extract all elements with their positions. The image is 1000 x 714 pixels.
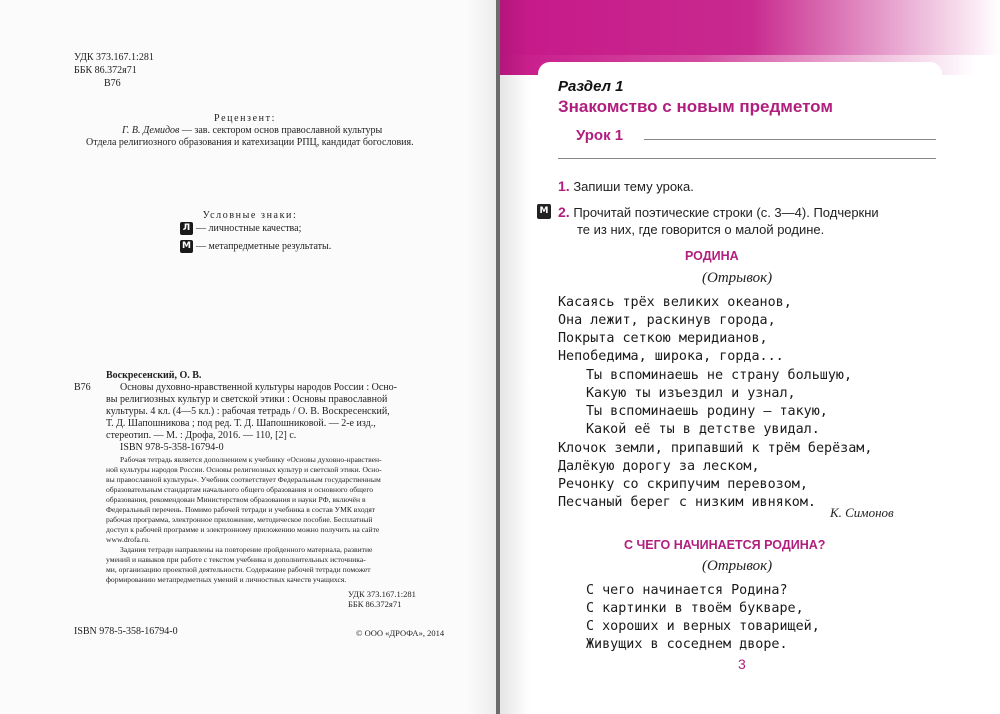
catalog-code: В76 [104, 78, 121, 89]
right-page [500, 0, 1000, 714]
catalog-line-4: Т. Д. Шапошникова ; под ред. Т. Д. Шапошниковой. — 2-е изд., [106, 418, 376, 429]
task-number: 1. [558, 178, 570, 194]
poem-line: Песчаный берег с низким ивняком. [558, 495, 816, 510]
poem-1-excerpt: (Отрывок) [702, 270, 773, 286]
legend-label-personal: — личностные качества; [196, 222, 302, 234]
task-2-line-2: те из них, где говорится о малой родине. [577, 222, 825, 237]
task-number: 2. [558, 204, 570, 220]
reviewer-position: — зав. сектором основ православной культуры [179, 125, 383, 136]
poem-line: Она лежит, раскинув города, [558, 313, 776, 328]
poem-line: Далёкую дорогу за леском, [558, 459, 760, 474]
poem-line: Какой её ты в детстве увидал. [586, 422, 820, 437]
reviewer-line-1 [122, 125, 382, 137]
catalog-code-2: В76 [74, 382, 91, 393]
poem-1-title: РОДИНА [685, 249, 739, 263]
udk-line: УДК 373.167.1:281 [74, 52, 154, 63]
footer-isbn: ISBN 978-5-358-16794-0 [74, 626, 178, 637]
header-band [500, 0, 1000, 55]
poem-line: Касаясь трёх великих океанов, [558, 295, 792, 310]
catalog-author: Воскресенский, О. В. [106, 370, 202, 381]
metasubject-icon: М [537, 204, 551, 219]
section-label: Раздел 1 [558, 78, 624, 95]
bbk-line: ББК 86.372я71 [74, 65, 137, 76]
annotation-line: образования, рекомендован Министерством образования и науки РФ, включён в [106, 495, 366, 504]
poem-line: Ты вспоминаешь не страну большую, [586, 368, 853, 383]
poem-line: Покрыта сеткою меридианов, [558, 331, 768, 346]
left-page [0, 0, 496, 714]
annotation-line: ной культуры народов России. Основы религиозных культур и светской этики. Осно- [106, 465, 382, 474]
legend-item-metasubject [180, 240, 331, 253]
metasubject-icon: М [180, 240, 193, 253]
poem-line: Речонку со скрипучим перевозом, [558, 477, 808, 492]
poem-line: С хороших и верных товарищей, [586, 619, 820, 634]
reviewer-name: Г. В. Демидов [122, 125, 180, 136]
poem-2-title: С ЧЕГО НАЧИНАЕТСЯ РОДИНА? [624, 538, 826, 552]
annotation-line: ми, организацию проектной деятельности. Содержание рабочей тетради поможет [106, 565, 371, 574]
poem-line: Клочок земли, припавший к трём берёзам, [558, 441, 873, 456]
poem-line: С чего начинается Родина? [586, 583, 788, 598]
poem-line: С картинки в твоём букваре, [586, 601, 804, 616]
poem-line: Живущих в соседнем дворе. [586, 637, 788, 652]
reviewer-heading: Рецензент: [214, 113, 276, 124]
catalog-line-3: культуры. 4 кл. (4—5 кл.) : рабочая тетрадь / О. В. Воскресенский, [106, 406, 390, 417]
poem-line: Какую ты изъездил и узнал, [586, 386, 796, 401]
bottom-udk: УДК 373.167.1:281 [348, 589, 416, 599]
poem-2-excerpt: (Отрывок) [702, 558, 773, 574]
annotation-line: Рабочая тетрадь является дополнением к учебнику «Основы духовно-нравствен- [120, 455, 382, 464]
annotation-line: www.drofa.ru. [106, 535, 151, 544]
task-text: Прочитай поэтические строки (с. 3—4). Подчеркни [573, 205, 879, 220]
task-1 [558, 178, 694, 195]
page-number: 3 [738, 656, 746, 672]
poem-1-author: К. Симонов [830, 505, 894, 520]
task-2 [558, 204, 879, 221]
copyright: © ООО «ДРОФА», 2014 [356, 628, 445, 638]
annotation-line: Федеральный перечень. Помимо рабочей тетради и учебника в состав УМК входят [106, 505, 376, 514]
catalog-line-2: вы религиозных культур и светской этики : Основы православной [106, 394, 388, 405]
catalog-isbn: ISBN 978-5-358-16794-0 [120, 442, 224, 453]
poem-line: Непобедима, широка, горда... [558, 349, 784, 364]
annotation-line: вы православной культуры». Учебник соответствует Федеральным государственным [106, 475, 381, 484]
legend-heading: Условные знаки: [202, 210, 298, 221]
section-title: Знакомство с новым предметом [558, 97, 833, 116]
lesson-topic-line[interactable] [644, 139, 936, 140]
legend-label-metasubject: — метапредметные результаты. [196, 240, 332, 252]
personal-quality-icon: Л [180, 222, 193, 235]
annotation-line: доступ к рабочей программе и электронному приложению можно получить на сайте [106, 525, 380, 534]
task-text: Запиши тему урока. [573, 179, 694, 194]
poem-line: Ты вспоминаешь родину — такую, [586, 404, 828, 419]
catalog-line-5: стереотип. — М. : Дрофа, 2016. — 110, [2] с. [106, 430, 297, 441]
annotation-line: Задания тетради направлены на повторение пройденного материала, развитие [120, 545, 373, 554]
annotation-line: умений и навыков при работе с текстом учебника и дополнительных источника- [106, 555, 366, 564]
reviewer-line-2: Отдела религиозного образования и катехизации РПЦ, кандидат богословия. [86, 137, 414, 148]
annotation-line: образовательным стандартам начального общего образования и основного общего [106, 485, 374, 494]
bottom-bbk: ББК 86.372я71 [348, 599, 402, 609]
catalog-line-1: Основы духовно-нравственной культуры народов России : Осно- [120, 382, 397, 393]
legend-item-personal [180, 222, 301, 235]
annotation-line: формированию метапредметных умений и личностных качеств учащихся. [106, 575, 347, 584]
annotation-line: рабочая программа, электронное приложение, методическое пособие. Бесплатный [106, 515, 373, 524]
lesson-label: Урок 1 [576, 127, 624, 144]
lesson-topic-line-2[interactable] [558, 158, 936, 159]
